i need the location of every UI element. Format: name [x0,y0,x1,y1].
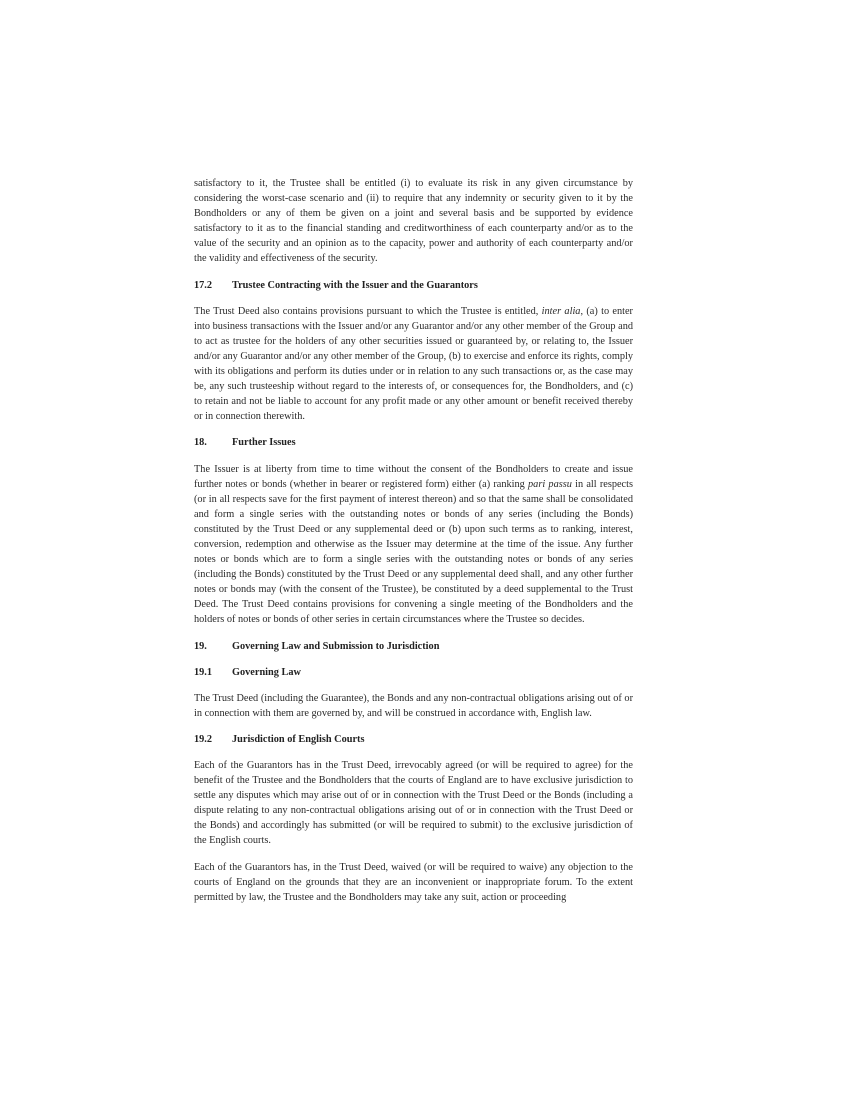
section-title: Jurisdiction of English Courts [232,733,365,745]
section-19-1-paragraph: The Trust Deed (including the Guarantee), the Bonds and any non-contractual obligations arising out of or in connection with them are governed by, and will be construed in accordance with, English law. [194,692,633,719]
section-18-heading [194,435,633,450]
italic-term: inter alia [541,305,581,317]
section-19-2-paragraph-1: Each of the Guarantors has in the Trust Deed, irrevocably agreed (or will be required to agree) for the benefit of the Trustee and the Bondholders that the courts of England are to have exclusive jurisdiction to settle any disputes which may arise out of or in connection with the Trust Deed or the Bonds (including a dispute relating to any non-contractual obligations arising out of or in connection with the Trust Deed or the Bonds) and accordingly has submitted (or will be required to submit) to the exclusive jurisdiction of the English courts. [194,760,633,847]
section-number: 18. [194,437,207,449]
text-run: , (a) to enter into business transactions with the Issuer and/or any Guarantor and/or any other member of the Group and to act as trustee for the holders of any other securities issued or guaranteed by, or relating to, the Issuer and/or any Guarantor and/or any other member of the Group, (b) to exercise and enforce its rights, comply with its obligations and perform its duties under or in relation to any such transactions or, as the case may be, any such trusteeship without regard to the interests of, or consequences for, the Bondholders, and (c) to retain and not be liable to account for any profit made or any other amount or benefit received thereby or in connection therewith. [194,305,633,423]
section-17-2-paragraph [194,304,633,425]
section-title: Trustee Contracting with the Issuer and the Guarantors [232,279,478,291]
section-19-2-heading [194,732,633,747]
text-run: in all respects (or in all respects save for the first payment of interest thereon) and so that the same shall be consolidated and form a single series with the outstanding notes or bonds of any series (including the Bonds) constituted by the Trust Deed or any supplemental deed or (b) upon such terms as to ranking, interest, conversion, redemption and otherwise as the Issuer may determine at the time of the issue. Any further notes or bonds which are to form a single series with the outstanding notes or bonds of any series (including the Bonds) constituted by the Trust Deed or any supplemental deed shall, and any other further notes or bonds may (with the consent of the Trustee), be constituted by a deed supplemental to the Trust Deed. The Trust Deed contains provisions for convening a single meeting of the Bondholders and the holders of notes or bonds of other series in certain circumstances where the Trustee so decides. [194,478,633,626]
section-number: 19. [194,640,207,652]
section-title: Governing Law [232,666,301,678]
section-number: 19.2 [194,733,213,745]
section-title: Governing Law and Submission to Jurisdiction [232,640,440,652]
section-19-2-paragraph-2: Each of the Guarantors has, in the Trust Deed, waived (or will be required to waive) any objection to the courts of England on the grounds that they are an inconvenient or inappropriate forum. To the extent permitted by law, the Trustee and the Bondholders may take any suit, action or proceeding [194,861,633,903]
intro-paragraph: satisfactory to it, the Trustee shall be entitled (i) to evaluate its risk in any given circumstance by considering the worst-case scenario and (ii) to require that any indemnity or security given to it by the Bondholders or any of them be given on a joint and several basis and be supported by evidence satisfactory to it as to the financial standing and creditworthiness of each counterparty and/or as to the value of the security and an opinion as to the capacity, power and authority of each counterparty and/or the validity and effectiveness of the security. [194,178,633,265]
section-17-2-heading [194,278,633,293]
document-page [194,176,633,905]
section-18-paragraph [194,462,633,628]
italic-term: pari passu [528,478,572,490]
text-run: The Issuer is at liberty from time to time without the consent of the Bondholders to create and issue further notes or bonds (whether in bearer or registered form) either (a) ranking [194,463,633,490]
section-title: Further Issues [232,437,296,449]
section-19-1-heading [194,665,633,680]
text-run: The Trust Deed also contains provisions pursuant to which the Trustee is entitled, [194,305,542,317]
section-number: 17.2 [194,279,213,291]
section-19-heading [194,639,633,654]
section-number: 19.1 [194,666,213,678]
